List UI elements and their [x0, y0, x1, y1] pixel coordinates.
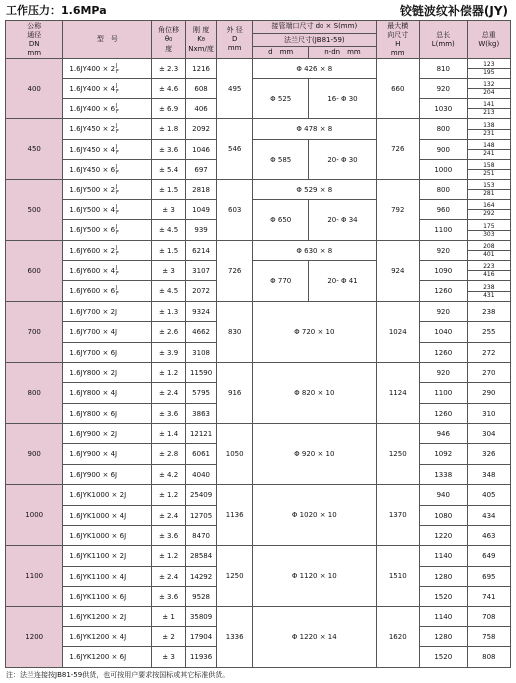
angle-cell: ± 3 — [152, 261, 186, 281]
weight-cell: 326 — [467, 444, 510, 465]
angle-cell: ± 1.5 — [152, 180, 186, 200]
table-row — [6, 546, 511, 567]
length-cell: 1260 — [419, 343, 467, 363]
weight-cell: 808 — [467, 647, 510, 668]
stiffness-cell: 11936 — [185, 647, 216, 668]
angle-cell: ± 1.8 — [152, 119, 186, 140]
stiffness-cell: 939 — [185, 220, 216, 241]
model-cell: 1.6JY450 × 4 J F — [63, 140, 152, 160]
angle-cell: ± 1 — [152, 607, 186, 627]
product-title: 铰链波纹补偿器(JY) — [399, 4, 508, 18]
angle-cell: ± 2 — [152, 627, 186, 647]
length-cell: 1140 — [419, 607, 467, 627]
stiffness-cell: 12121 — [185, 424, 216, 444]
dn-cell: 600 — [6, 241, 63, 302]
angle-cell: ± 3 — [152, 200, 186, 220]
model-cell: 1.6JY900 × 2J — [63, 424, 152, 444]
model-cell: 1.6JY500 × 4 J F — [63, 200, 152, 220]
length-cell: 960 — [419, 200, 467, 220]
weight-cell: 695 — [467, 567, 510, 587]
angle-cell: ± 4.5 — [152, 220, 186, 241]
length-cell: 1040 — [419, 322, 467, 343]
angle-cell: ± 2.6 — [152, 322, 186, 343]
model-cell: 1.6JY700 × 4J — [63, 322, 152, 343]
angle-cell: ± 3.6 — [152, 404, 186, 424]
model-cell: 1.6JY700 × 2J — [63, 302, 152, 322]
weight-cell: 304 — [467, 424, 510, 444]
model-cell: 1.6JYK1200 × 2J — [63, 607, 152, 627]
length-cell: 1140 — [419, 546, 467, 567]
od-cell: 726 — [217, 241, 253, 302]
weight-cell: 238 — [467, 302, 510, 322]
table-row — [6, 363, 511, 383]
angle-cell: ± 1.3 — [152, 302, 186, 322]
angle-cell: ± 1.4 — [152, 424, 186, 444]
flange-d-cell: Φ 525 — [253, 79, 309, 119]
header-angle: 角位移 θ0 度 — [152, 21, 186, 59]
angle-cell: ± 2.4 — [152, 567, 186, 587]
length-cell: 1520 — [419, 647, 467, 668]
h-cell: 792 — [376, 180, 419, 241]
weight-cell: 208 401 — [467, 241, 510, 261]
length-cell: 1220 — [419, 526, 467, 546]
flange-n-cell: 20- Φ 41 — [309, 261, 376, 302]
model-cell: 1.6JY400 × 6 J F — [63, 99, 152, 119]
weight-cell: 153 281 — [467, 180, 510, 200]
length-cell: 920 — [419, 79, 467, 99]
length-cell: 900 — [419, 140, 467, 160]
model-cell: 1.6JYK1000 × 2J — [63, 485, 152, 506]
model-cell: 1.6JY500 × 2 J F — [63, 180, 152, 200]
od-cell: 495 — [217, 59, 253, 119]
pipe-cell: Φ 920 × 10 — [253, 424, 377, 485]
stiffness-cell: 6061 — [185, 444, 216, 465]
dn-cell: 1000 — [6, 485, 63, 546]
od-cell: 1336 — [217, 607, 253, 668]
angle-cell: ± 3.6 — [152, 140, 186, 160]
pipe-cell: Φ 478 × 8 — [253, 119, 377, 140]
stiffness-cell: 12705 — [185, 506, 216, 526]
h-cell: 660 — [376, 59, 419, 119]
table-header — [6, 21, 511, 59]
weight-cell: 148 241 — [467, 140, 510, 160]
weight-cell: 310 — [467, 404, 510, 424]
stiffness-cell: 2072 — [185, 281, 216, 302]
stiffness-cell: 14292 — [185, 567, 216, 587]
model-cell: 1.6JYK1200 × 6J — [63, 647, 152, 668]
weight-cell: 223 416 — [467, 261, 510, 281]
stiffness-cell: 9324 — [185, 302, 216, 322]
angle-cell: ± 4.6 — [152, 79, 186, 99]
length-cell: 1090 — [419, 261, 467, 281]
angle-cell: ± 3 — [152, 647, 186, 668]
h-cell: 1620 — [376, 607, 419, 668]
flange-d-cell: Φ 770 — [253, 261, 309, 302]
stiffness-cell: 3108 — [185, 343, 216, 363]
model-cell: 1.6JY600 × 2 J F — [63, 241, 152, 261]
table-row — [6, 140, 511, 160]
table-body — [6, 59, 511, 668]
spec-table — [5, 20, 511, 668]
model-cell: 1.6JYK1000 × 6J — [63, 526, 152, 546]
stiffness-cell: 406 — [185, 99, 216, 119]
weight-cell: 175 303 — [467, 220, 510, 241]
dn-cell: 450 — [6, 119, 63, 180]
header-h: 最大横 向尺寸 H mm — [376, 21, 419, 59]
model-cell: 1.6JYK1000 × 4J — [63, 506, 152, 526]
table-row — [6, 241, 511, 261]
stiffness-cell: 2818 — [185, 180, 216, 200]
angle-cell: ± 4.2 — [152, 465, 186, 485]
stiffness-cell: 2092 — [185, 119, 216, 140]
table-row — [6, 607, 511, 627]
pipe-cell: Φ 1020 × 10 — [253, 485, 377, 546]
header-flange-n: n-dn mm — [309, 47, 376, 59]
pipe-cell: Φ 426 × 8 — [253, 59, 377, 79]
length-cell: 1520 — [419, 587, 467, 607]
table-row — [6, 424, 511, 444]
h-cell: 1370 — [376, 485, 419, 546]
angle-cell: ± 3.6 — [152, 587, 186, 607]
length-cell: 810 — [419, 59, 467, 79]
length-cell: 946 — [419, 424, 467, 444]
length-cell: 940 — [419, 485, 467, 506]
stiffness-cell: 697 — [185, 160, 216, 180]
pipe-cell: Φ 820 × 10 — [253, 363, 377, 424]
stiffness-cell: 25409 — [185, 485, 216, 506]
stiffness-cell: 1049 — [185, 200, 216, 220]
pipe-cell: Φ 529 × 8 — [253, 180, 377, 200]
weight-cell: 270 — [467, 363, 510, 383]
weight-cell: 272 — [467, 343, 510, 363]
length-cell: 1080 — [419, 506, 467, 526]
weight-cell: 741 — [467, 587, 510, 607]
h-cell: 1124 — [376, 363, 419, 424]
od-cell: 1250 — [217, 546, 253, 607]
h-cell: 726 — [376, 119, 419, 180]
length-cell: 1280 — [419, 627, 467, 647]
stiffness-cell: 6214 — [185, 241, 216, 261]
angle-cell: ± 4.5 — [152, 281, 186, 302]
od-cell: 603 — [217, 180, 253, 241]
weight-cell: 255 — [467, 322, 510, 343]
header-flange-d: d mm — [253, 47, 309, 59]
weight-cell: 348 — [467, 465, 510, 485]
flange-n-cell: 20- Φ 34 — [309, 200, 376, 241]
angle-cell: ± 3.6 — [152, 526, 186, 546]
header-conn: 接管端口尺寸 d0 × S(mm) — [253, 21, 377, 34]
od-cell: 546 — [217, 119, 253, 180]
angle-cell: ± 1.2 — [152, 546, 186, 567]
model-cell: 1.6JY700 × 6J — [63, 343, 152, 363]
table-row — [6, 200, 511, 220]
length-cell: 920 — [419, 302, 467, 322]
stiffness-cell: 4040 — [185, 465, 216, 485]
pipe-cell: Φ 1120 × 10 — [253, 546, 377, 607]
weight-cell: 138 231 — [467, 119, 510, 140]
model-cell: 1.6JY800 × 4J — [63, 383, 152, 404]
model-cell: 1.6JYK1100 × 6J — [63, 587, 152, 607]
model-cell: 1.6JY400 × 2 J F — [63, 59, 152, 79]
stiffness-cell: 17904 — [185, 627, 216, 647]
model-cell: 1.6JY500 × 6 J F — [63, 220, 152, 241]
table-row — [6, 119, 511, 140]
weight-cell: 123 195 — [467, 59, 510, 79]
length-cell: 1100 — [419, 220, 467, 241]
model-cell: 1.6JY900 × 6J — [63, 465, 152, 485]
dn-cell: 500 — [6, 180, 63, 241]
angle-cell: ± 1.2 — [152, 363, 186, 383]
footer-note: 注：法兰连接按JB81-59供货，也可按用户要求按国标或其它标准供货。 — [6, 671, 230, 679]
stiffness-cell: 9528 — [185, 587, 216, 607]
stiffness-cell: 3863 — [185, 404, 216, 424]
model-cell: 1.6JY450 × 6 J F — [63, 160, 152, 180]
table-row — [6, 79, 511, 99]
weight-cell: 649 — [467, 546, 510, 567]
weight-cell: 405 — [467, 485, 510, 506]
header-dn: 公称 通径 DN mm — [6, 21, 63, 59]
h-cell: 1250 — [376, 424, 419, 485]
model-cell: 1.6JY900 × 4J — [63, 444, 152, 465]
model-cell: 1.6JY600 × 4 J F — [63, 261, 152, 281]
header-model: 型 号 — [63, 21, 152, 59]
stiffness-cell: 3107 — [185, 261, 216, 281]
table-row — [6, 485, 511, 506]
header-weight: 总重 W(kg) — [467, 21, 510, 59]
pipe-cell: Φ 630 × 8 — [253, 241, 377, 261]
dn-cell: 800 — [6, 363, 63, 424]
dn-cell: 400 — [6, 59, 63, 119]
dn-cell: 900 — [6, 424, 63, 485]
length-cell: 1100 — [419, 383, 467, 404]
stiffness-cell: 608 — [185, 79, 216, 99]
length-cell: 1260 — [419, 404, 467, 424]
angle-cell: ± 1.2 — [152, 485, 186, 506]
stiffness-cell: 5795 — [185, 383, 216, 404]
weight-cell: 758 — [467, 627, 510, 647]
header-flange: 法兰尺寸(JB81-59) — [253, 34, 377, 47]
h-cell: 924 — [376, 241, 419, 302]
dn-cell: 1200 — [6, 607, 63, 668]
length-cell: 800 — [419, 180, 467, 200]
weight-cell: 434 — [467, 506, 510, 526]
table-row — [6, 180, 511, 200]
stiffness-cell: 11590 — [185, 363, 216, 383]
stiffness-cell: 1046 — [185, 140, 216, 160]
model-cell: 1.6JY600 × 6 J F — [63, 281, 152, 302]
stiffness-cell: 1216 — [185, 59, 216, 79]
angle-cell: ± 3.9 — [152, 343, 186, 363]
pipe-cell: Φ 720 × 10 — [253, 302, 377, 363]
header-stiffness: 刚 度 Kθ Nxm/度 — [185, 21, 216, 59]
od-cell: 1136 — [217, 485, 253, 546]
angle-cell: ± 2.8 — [152, 444, 186, 465]
flange-d-cell: Φ 650 — [253, 200, 309, 241]
model-cell: 1.6JYK1100 × 2J — [63, 546, 152, 567]
dn-cell: 1100 — [6, 546, 63, 607]
model-cell: 1.6JY800 × 2J — [63, 363, 152, 383]
angle-cell: ± 2.4 — [152, 383, 186, 404]
angle-cell: ± 1.5 — [152, 241, 186, 261]
weight-cell: 132 204 — [467, 79, 510, 99]
length-cell: 1092 — [419, 444, 467, 465]
model-cell: 1.6JY450 × 2 J F — [63, 119, 152, 140]
od-cell: 916 — [217, 363, 253, 424]
weight-cell: 141 213 — [467, 99, 510, 119]
table-row — [6, 59, 511, 79]
model-cell: 1.6JYK1200 × 4J — [63, 627, 152, 647]
weight-cell: 164 292 — [467, 200, 510, 220]
flange-d-cell: Φ 585 — [253, 140, 309, 180]
stiffness-cell: 4662 — [185, 322, 216, 343]
weight-cell: 463 — [467, 526, 510, 546]
length-cell: 1280 — [419, 567, 467, 587]
h-cell: 1024 — [376, 302, 419, 363]
od-cell: 1050 — [217, 424, 253, 485]
length-cell: 920 — [419, 241, 467, 261]
weight-cell: 158 251 — [467, 160, 510, 180]
angle-cell: ± 2.4 — [152, 506, 186, 526]
header-od: 外 径 D mm — [217, 21, 253, 59]
header-length: 总长 L(mm) — [419, 21, 467, 59]
stiffness-cell: 28584 — [185, 546, 216, 567]
model-cell: 1.6JY800 × 6J — [63, 404, 152, 424]
length-cell: 1000 — [419, 160, 467, 180]
model-cell: 1.6JYK1100 × 4J — [63, 567, 152, 587]
weight-cell: 238 431 — [467, 281, 510, 302]
dn-cell: 700 — [6, 302, 63, 363]
length-cell: 800 — [419, 119, 467, 140]
table-row — [6, 261, 511, 281]
flange-n-cell: 20- Φ 30 — [309, 140, 376, 180]
angle-cell: ± 2.3 — [152, 59, 186, 79]
pipe-cell: Φ 1220 × 14 — [253, 607, 377, 668]
table-row — [6, 302, 511, 322]
page-title: 工作压力：1.6MPa — [6, 4, 107, 17]
weight-cell: 290 — [467, 383, 510, 404]
weight-cell: 708 — [467, 607, 510, 627]
stiffness-cell: 35809 — [185, 607, 216, 627]
h-cell: 1510 — [376, 546, 419, 607]
angle-cell: ± 6.9 — [152, 99, 186, 119]
length-cell: 1338 — [419, 465, 467, 485]
length-cell: 1260 — [419, 281, 467, 302]
od-cell: 830 — [217, 302, 253, 363]
angle-cell: ± 5.4 — [152, 160, 186, 180]
length-cell: 1030 — [419, 99, 467, 119]
model-cell: 1.6JY400 × 4 J F — [63, 79, 152, 99]
stiffness-cell: 8470 — [185, 526, 216, 546]
length-cell: 920 — [419, 363, 467, 383]
flange-n-cell: 16- Φ 30 — [309, 79, 376, 119]
